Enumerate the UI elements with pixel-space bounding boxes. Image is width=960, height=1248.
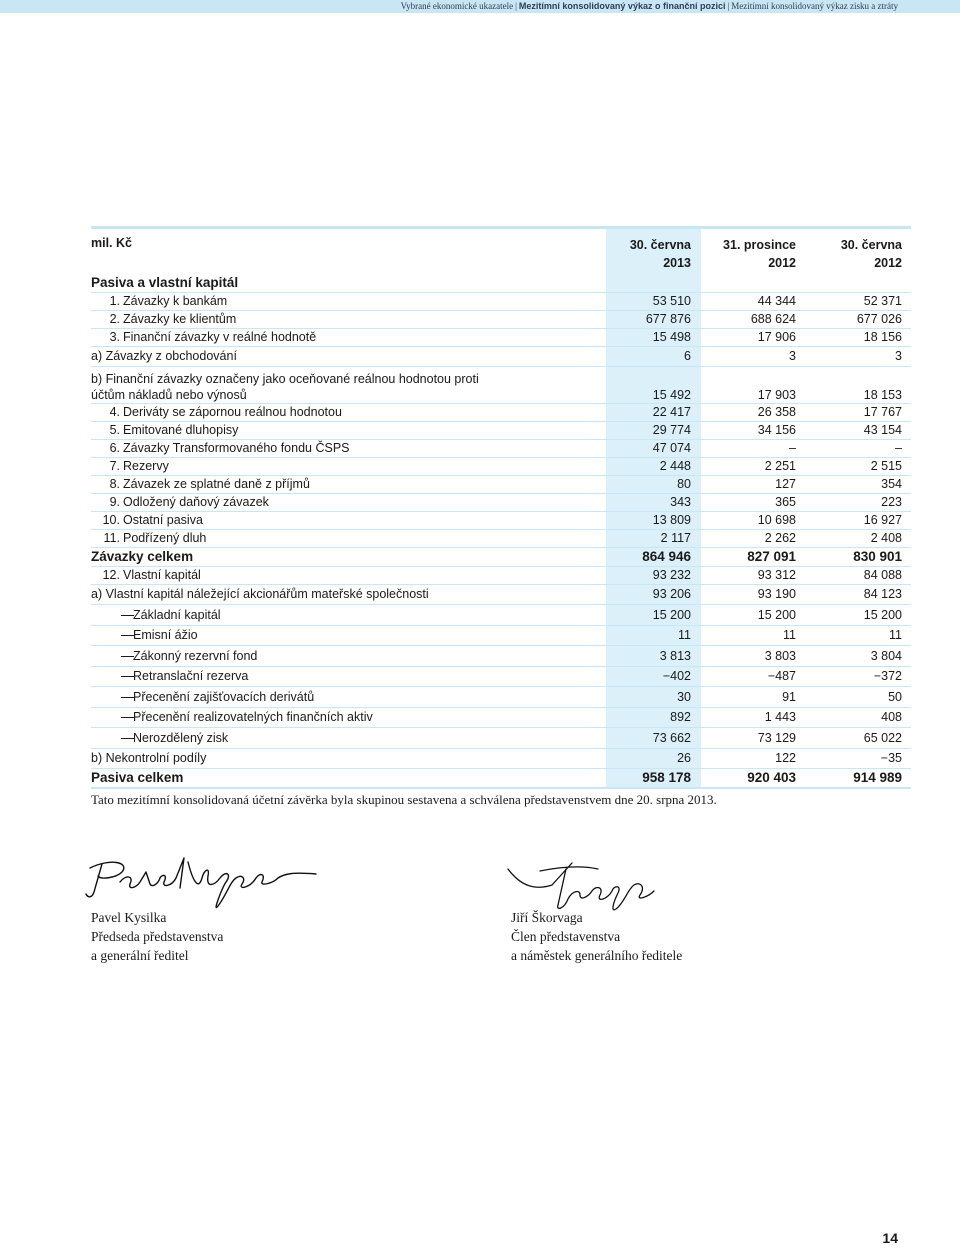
column-header: 30. června 2013 (606, 228, 701, 274)
value-cell: 15 498 (606, 329, 701, 347)
value-cell: 830 901 (816, 548, 911, 567)
value-cell: 15 200 (606, 605, 701, 626)
table-row (91, 728, 911, 749)
row-label: Pasiva celkem (91, 768, 606, 788)
row-label: Přecenění zajišťovacích derivátů (91, 687, 606, 708)
row-label: Zákonný rezervní fond (91, 646, 606, 667)
table-row (91, 646, 911, 667)
value-cell: 3 803 (711, 646, 806, 667)
signatory-title: Předseda představenstva (91, 929, 224, 944)
value-cell: 920 403 (711, 768, 806, 788)
row-label: Přecenění realizovatelných finančních aktiv (91, 707, 606, 728)
section-title: Pasiva a vlastní kapitál (91, 273, 606, 293)
value-cell: 958 178 (606, 768, 701, 788)
header-section-3: Mezitímní konsolidovaný výkaz zisku a ztráty (731, 1, 898, 11)
row-label: Nerozdělený zisk (91, 728, 606, 749)
value-cell: 892 (606, 707, 701, 728)
value-cell: 2 515 (816, 458, 911, 476)
column-header: 31. prosince 2012 (711, 228, 806, 274)
value-cell: 53 510 (606, 293, 701, 311)
value-cell: 677 026 (816, 311, 911, 329)
table-row (91, 404, 911, 422)
value-cell: 84 088 (816, 567, 911, 585)
unit-label: mil. Kč (91, 228, 606, 274)
dash-marker (91, 688, 133, 707)
table-row (91, 458, 911, 476)
table-row (91, 748, 911, 768)
value-cell: 22 417 (606, 404, 701, 422)
value-cell: 30 (606, 687, 701, 708)
value-cell: 18 156 (816, 329, 911, 347)
table-row (91, 329, 911, 347)
signatory-2 (511, 908, 682, 965)
table-row (91, 311, 911, 329)
row-label: 12. Vlastní kapitál (91, 567, 606, 585)
value-cell: 84 123 (816, 585, 911, 605)
value-cell: 11 (606, 625, 701, 646)
row-label: 6. Závazky Transformovaného fondu ČSPS (91, 440, 606, 458)
row-label: Emisní ážio (91, 625, 606, 646)
table-row (91, 585, 911, 605)
value-cell: 11 (711, 625, 806, 646)
row-label: Retranslační rezerva (91, 666, 606, 687)
grand-total-row (91, 768, 911, 788)
value-cell: 914 989 (816, 768, 911, 788)
column-header: 30. června 2012 (816, 228, 911, 274)
row-label: 3. Finanční závazky v reálné hodnotě (91, 329, 606, 347)
dash-marker (91, 729, 133, 748)
value-cell: −372 (816, 666, 911, 687)
value-cell: 864 946 (606, 548, 701, 567)
row-label: b) Finanční závazky označeny jako oceňované reálnou hodnotou proti účtům nákladů nebo výnosů (91, 367, 606, 404)
value-cell: 2 448 (606, 458, 701, 476)
value-cell: 43 154 (816, 422, 911, 440)
value-cell: 17 906 (711, 329, 806, 347)
signatory-1 (91, 908, 223, 965)
value-cell: 29 774 (606, 422, 701, 440)
table-row (91, 625, 911, 646)
dash-marker (91, 606, 133, 625)
value-cell: 15 200 (711, 605, 806, 626)
value-cell: 6 (606, 347, 701, 367)
value-cell: −35 (816, 748, 911, 768)
value-cell: 34 156 (711, 422, 806, 440)
value-cell: 15 492 (606, 367, 701, 404)
signature-kysilka (80, 848, 320, 916)
value-cell: 343 (606, 494, 701, 512)
value-cell: 122 (711, 748, 806, 768)
value-cell: 223 (816, 494, 911, 512)
row-label: 5. Emitované dluhopisy (91, 422, 606, 440)
table-row (91, 567, 911, 585)
dash-marker (91, 708, 133, 727)
value-cell: – (711, 440, 806, 458)
value-cell: 2 262 (711, 530, 806, 548)
table-row (91, 293, 911, 311)
value-cell: 10 698 (711, 512, 806, 530)
value-cell: 3 804 (816, 646, 911, 667)
value-cell: 44 344 (711, 293, 806, 311)
value-cell: 50 (816, 687, 911, 708)
signature-skorvaga (500, 855, 660, 915)
row-label: 1. Závazky k bankám (91, 293, 606, 311)
table-row (91, 440, 911, 458)
value-cell: 93 312 (711, 567, 806, 585)
dash-marker (91, 626, 133, 645)
value-cell: 3 (816, 347, 911, 367)
value-cell: 827 091 (711, 548, 806, 567)
signatory-name: Pavel Kysilka (91, 910, 167, 925)
value-cell: 15 200 (816, 605, 911, 626)
value-cell: 17 767 (816, 404, 911, 422)
value-cell: 17 903 (711, 367, 806, 404)
value-cell: 2 251 (711, 458, 806, 476)
table-row (91, 687, 911, 708)
table-row (91, 422, 911, 440)
signatory-title: a náměstek generálního ředitele (511, 948, 683, 963)
row-label: 11. Podřízený dluh (91, 530, 606, 548)
value-cell: 18 153 (816, 367, 911, 404)
value-cell: 1 443 (711, 707, 806, 728)
value-cell: 65 022 (816, 728, 911, 749)
value-cell: 16 927 (816, 512, 911, 530)
header-section-1: Vybrané ekonomické ukazatele (400, 1, 514, 11)
approval-note: Tato mezitímní konsolidovaná účetní závěrka byla skupinou sestavena a schválena představenstvem dne 20. srpna 2013. (91, 792, 717, 807)
row-label: Závazky celkem (91, 548, 606, 567)
row-label: 10. Ostatní pasiva (91, 512, 606, 530)
value-cell: 73 129 (711, 728, 806, 749)
row-label: 8. Závazek ze splatné daně z příjmů (91, 476, 606, 494)
table-row (91, 666, 911, 687)
value-cell: 73 662 (606, 728, 701, 749)
row-label: a) Závazky z obchodování (91, 347, 606, 367)
value-cell: 3 (711, 347, 806, 367)
table-row (91, 707, 911, 728)
row-label: 9. Odložený daňový závazek (91, 494, 606, 512)
row-label: Základní kapitál (91, 605, 606, 626)
balance-sheet-table (91, 226, 911, 789)
value-cell: 11 (816, 625, 911, 646)
value-cell: 26 358 (711, 404, 806, 422)
value-cell: 13 809 (606, 512, 701, 530)
value-cell: 2 408 (816, 530, 911, 548)
signatory-name: Jiří Škorvaga (511, 910, 583, 925)
row-label: 2. Závazky ke klientům (91, 311, 606, 329)
value-cell: 93 232 (606, 567, 701, 585)
value-cell: 91 (711, 687, 806, 708)
running-header: Vybrané ekonomické ukazatele | Mezitímní konsolidovaný výkaz o finanční pozici | Mezitímní konsolidovaný výkaz zisku a ztráty (400, 1, 898, 11)
table-row (91, 605, 911, 626)
dash-marker (91, 667, 133, 686)
table-row (91, 512, 911, 530)
row-label: 7. Rezervy (91, 458, 606, 476)
value-cell: 677 876 (606, 311, 701, 329)
dash-marker (91, 647, 133, 666)
value-cell: 93 206 (606, 585, 701, 605)
value-cell: 80 (606, 476, 701, 494)
table-row (91, 367, 911, 404)
signatory-title: a generální ředitel (91, 948, 189, 963)
value-cell: 365 (711, 494, 806, 512)
section-title-row (91, 273, 911, 293)
value-cell: – (816, 440, 911, 458)
header-section-2: Mezitímní konsolidovaný výkaz o finanční pozici (518, 1, 726, 11)
value-cell: 52 371 (816, 293, 911, 311)
signatory-title: Člen představenstva (511, 929, 621, 944)
value-cell: 408 (816, 707, 911, 728)
value-cell: 127 (711, 476, 806, 494)
row-label: 4. Deriváty se zápornou reálnou hodnotou (91, 404, 606, 422)
table-row (91, 530, 911, 548)
value-cell: −487 (711, 666, 806, 687)
row-label: a) Vlastní kapitál náležející akcionářům mateřské společnosti (91, 585, 606, 605)
value-cell: 3 813 (606, 646, 701, 667)
table-row (91, 476, 911, 494)
table-header-row (91, 228, 911, 274)
table-row (91, 494, 911, 512)
page-number: 14 (882, 1230, 898, 1246)
value-cell: −402 (606, 666, 701, 687)
value-cell: 2 117 (606, 530, 701, 548)
value-cell: 93 190 (711, 585, 806, 605)
row-label: b) Nekontrolní podíly (91, 748, 606, 768)
total-row (91, 548, 911, 567)
value-cell: 688 624 (711, 311, 806, 329)
value-cell: 354 (816, 476, 911, 494)
value-cell: 47 074 (606, 440, 701, 458)
table-row (91, 347, 911, 367)
value-cell: 26 (606, 748, 701, 768)
